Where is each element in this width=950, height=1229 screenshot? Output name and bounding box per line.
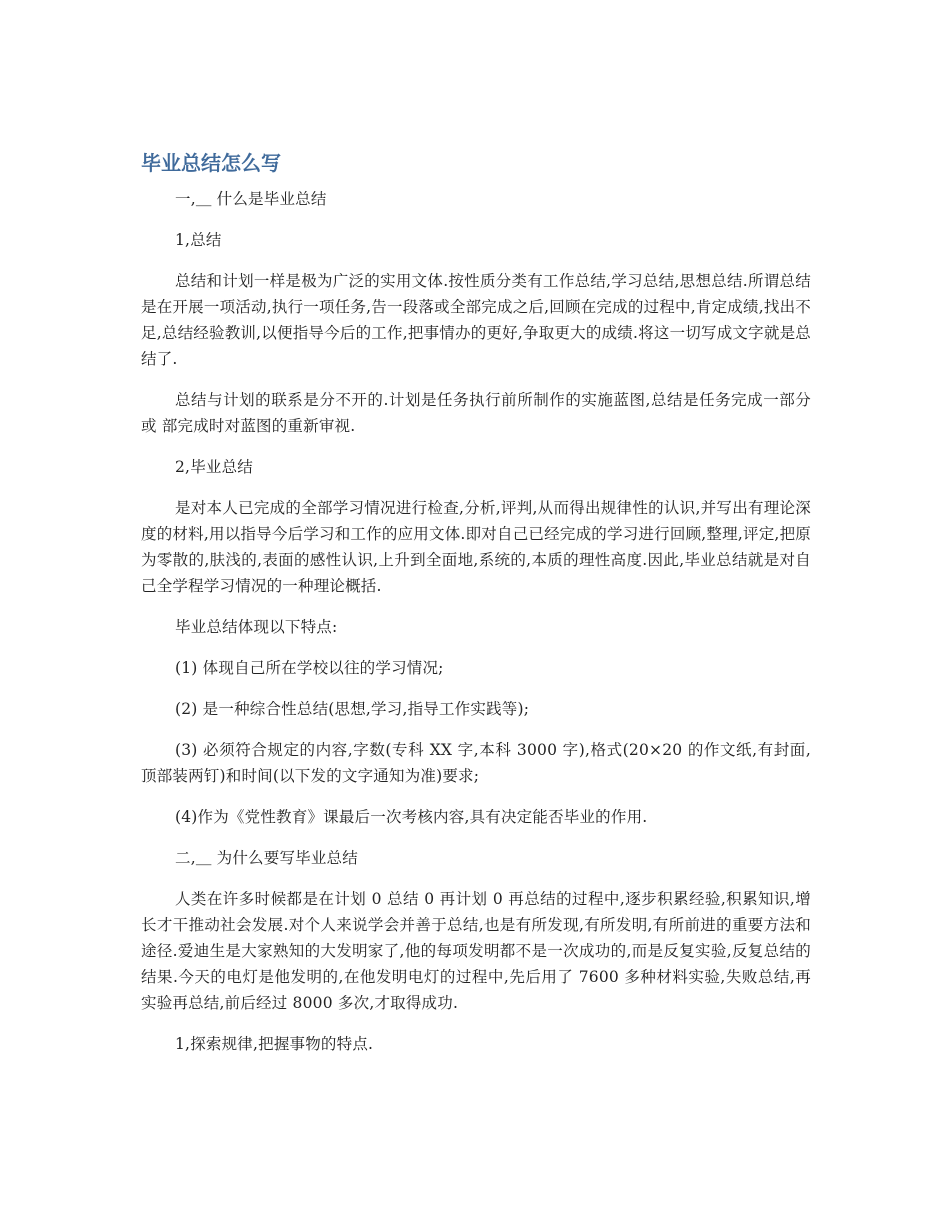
list-item: (2) 是一种综合性总结(思想,学习,指导工作实践等); — [175, 700, 530, 718]
subheading-summary: 1,总结 — [175, 231, 222, 249]
subheading-graduation-summary: 2,毕业总结 — [175, 458, 253, 476]
section-heading-what-is: 一,＿ 什么是毕业总结 — [175, 190, 327, 208]
body-paragraph: 人类在许多时候都是在计划 0 总结 0 再计划 0 再总结的过程中,逐步积累经验,积累知识,增长才干推动社会发展.对个人来说学会并善于总结,也是有所发现,有所发明,有所前进的重要方法和途径.爱迪生是大家熟知的大发明家了,他的每项发明都不是一次成功的,而是反复实验,反复总结的结果.今天的电灯是他发明的,在他发明电灯的过程中,先后用了 7600 多种材料实验,失败总结,再实验再总结,前后经过 8000 多次,才取得成功. — [141, 890, 811, 1012]
body-paragraph: 总结与计划的联系是分不开的.计划是任务执行前所制作的实施蓝图,总结是任务完成一部分或 部完成时对蓝图的重新审视. — [141, 391, 811, 435]
body-paragraph: 是对本人已完成的全部学习情况进行检查,分析,评判,从而得出规律性的认识,并写出有理论深度的材料,用以指导今后学习和工作的应用文体.即对自己已经完成的学习进行回顾,整理,评定,把原为零散的,肤浅的,表面的感性认识,上升到全面地,系统的,本质的理性高度.因此,毕业总结就是对自己全学程学习情况的一种理论概括. — [141, 499, 811, 595]
body-paragraph: 总结和计划一样是极为广泛的实用文体.按性质分类有工作总结,学习总结,思想总结.所谓总结是在开展一项活动,执行一项任务,告一段落或全部完成之后,回顾在完成的过程中,肯定成绩,找出不足,总结经验教训,以便指导今后的工作,把事情办的更好,争取更大的成绩.将这一切写成文字就是总结了. — [141, 272, 811, 368]
document-page — [141, 148, 811, 1057]
list-item: (4)作为《党性教育》课最后一次考核内容,具有决定能否毕业的作用. — [175, 808, 648, 826]
subheading-explore-rules: 1,探索规律,把握事物的特点. — [175, 1035, 374, 1053]
list-item: (1) 体现自己所在学校以往的学习情况; — [175, 659, 444, 677]
document-title: 毕业总结怎么写 — [141, 151, 281, 175]
body-paragraph: 毕业总结体现以下特点: — [175, 618, 338, 636]
section-heading-why-write: 二,＿ 为什么要写毕业总结 — [175, 849, 358, 867]
list-item: (3) 必须符合规定的内容,字数(专科 XX 字,本科 3000 字),格式(20×20 的作文纸,有封面,顶部装两钉)和时间(以下发的文字通知为准)要求; — [141, 741, 811, 785]
